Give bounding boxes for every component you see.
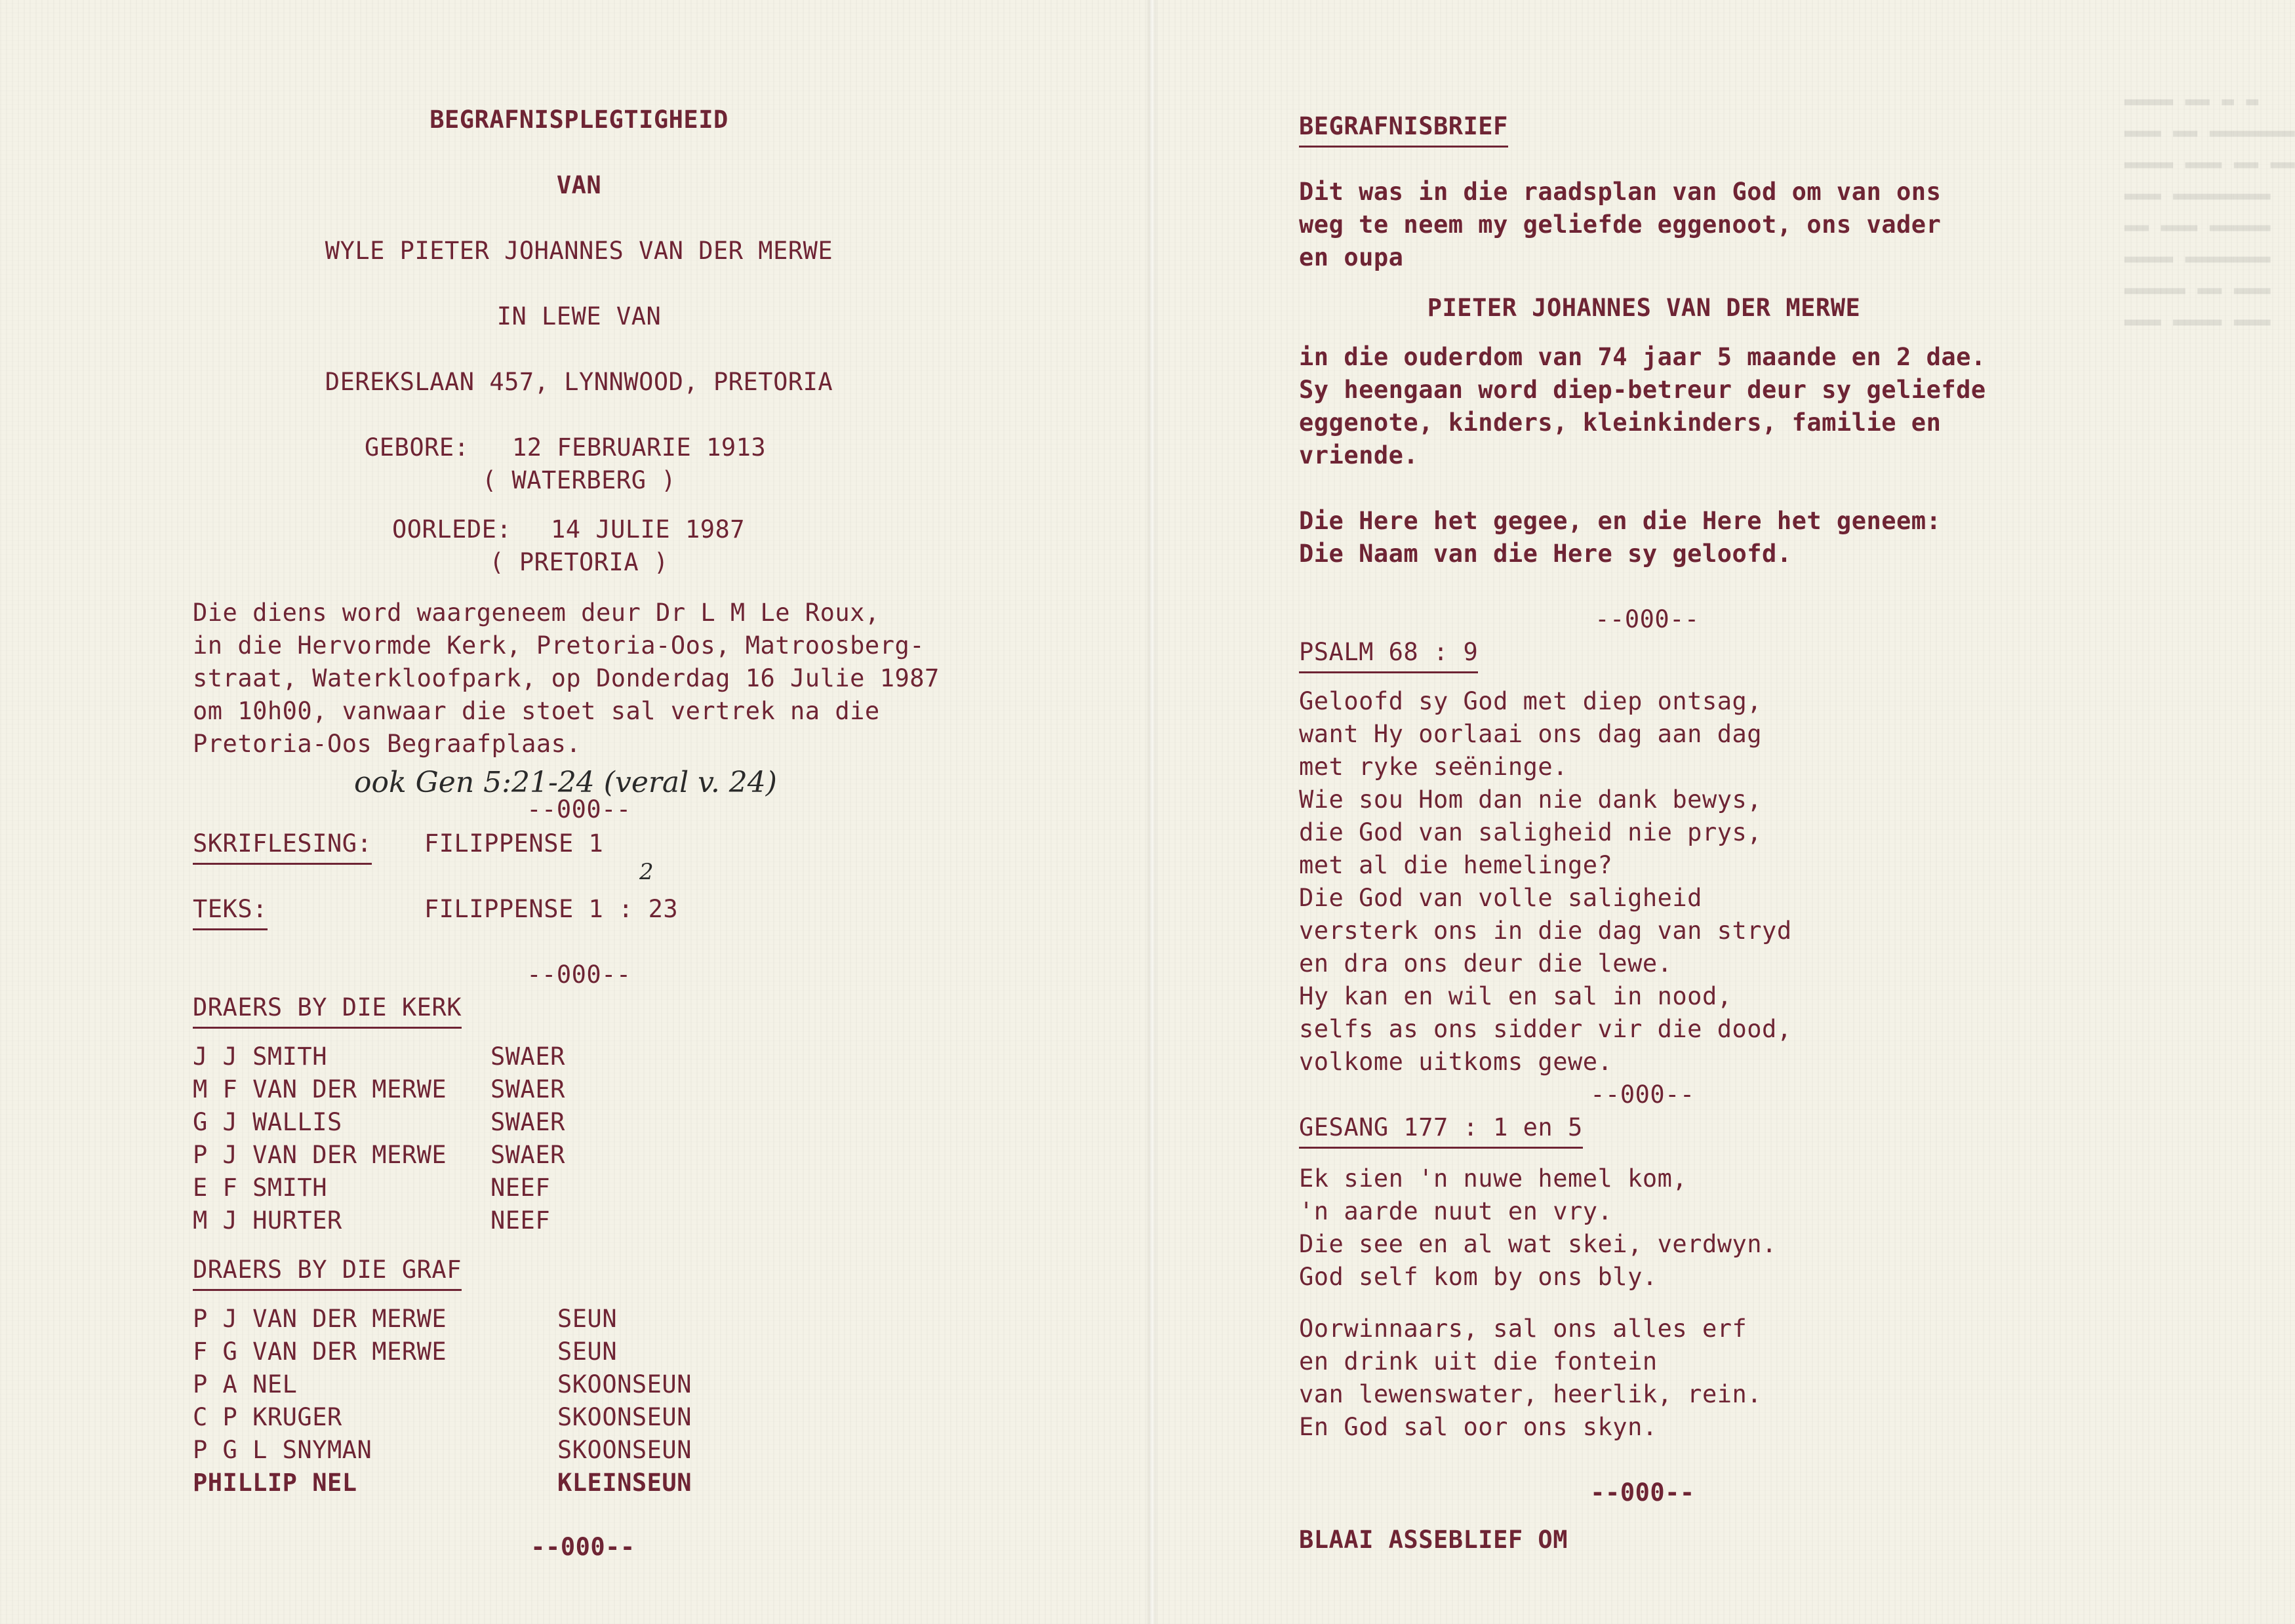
divider: --000-- bbox=[527, 795, 631, 823]
divider: --000-- bbox=[1595, 605, 1700, 633]
text-value: FILIPPENSE 1 : 23 bbox=[424, 895, 679, 923]
bearer-relation: KLEINSEUN bbox=[557, 1469, 692, 1497]
gesang-line: van lewenswater, heerlik, rein. bbox=[1299, 1380, 1763, 1408]
psalm-line: die God van saligheid nie prys, bbox=[1299, 818, 1763, 846]
psalm-line: selfs as ons sidder vir die dood, bbox=[1299, 1015, 1792, 1043]
address: DEREKSLAAN 457, LYNNWOOD, PRETORIA bbox=[325, 368, 833, 396]
bearer-relation: SWAER bbox=[490, 1042, 565, 1071]
handwritten-note: ook Gen 5:21-24 (veral v. 24) bbox=[354, 766, 777, 799]
died-place: ( PRETORIA ) bbox=[489, 548, 669, 576]
text-label: TEKS: bbox=[193, 893, 268, 930]
bearer-name: M F VAN DER MERWE bbox=[193, 1075, 447, 1103]
bearer-relation: SEUN bbox=[557, 1305, 618, 1333]
deceased-name: WYLE PIETER JOHANNES VAN DER MERWE bbox=[325, 237, 833, 265]
deceased-name-right: PIETER JOHANNES VAN DER MERWE bbox=[1427, 294, 1861, 322]
psalm-line: met al die hemelinge? bbox=[1299, 851, 1613, 879]
bearer-name: P J VAN DER MERWE bbox=[193, 1141, 447, 1169]
service-line: Pretoria-Oos Begraafplaas. bbox=[193, 730, 582, 758]
bearer-relation: NEEF bbox=[490, 1206, 551, 1235]
grave-bearers-heading: DRAERS BY DIE GRAF bbox=[193, 1254, 462, 1291]
gesang-line: Oorwinnaars, sal ons alles erf bbox=[1299, 1315, 1747, 1343]
intro-line: weg te neem my geliefde eggenoot, ons vader bbox=[1299, 210, 1942, 239]
bearer-relation: NEEF bbox=[490, 1174, 551, 1202]
bearer-name: C P KRUGER bbox=[193, 1403, 342, 1431]
psalm-line: en dra ons deur die lewe. bbox=[1299, 949, 1673, 978]
bearer-name: G J WALLIS bbox=[193, 1108, 342, 1136]
born-date: 12 FEBRUARIE 1913 bbox=[512, 433, 767, 462]
in-lewe-van: IN LEWE VAN bbox=[496, 302, 662, 330]
bearer-name: M J HURTER bbox=[193, 1206, 342, 1235]
psalm-line: Geloofd sy God met diep ontsag, bbox=[1299, 687, 1763, 715]
page-turn-note: BLAAI ASSEBLIEF OM bbox=[1299, 1526, 1568, 1554]
psalm-line: met ryke seëninge. bbox=[1299, 753, 1568, 781]
scripture-value: FILIPPENSE 1 bbox=[424, 829, 604, 858]
intro-line: en oupa bbox=[1299, 243, 1404, 271]
handwritten-correction: 2 bbox=[639, 859, 654, 885]
psalm-line: Wie sou Hom dan nie dank bewys, bbox=[1299, 785, 1763, 814]
bearer-relation: SKOONSEUN bbox=[557, 1436, 692, 1464]
psalm-line: versterk ons in die dag van stryd bbox=[1299, 917, 1792, 945]
gesang-line: Die see en al wat skei, verdwyn. bbox=[1299, 1230, 1777, 1258]
bearer-relation: SWAER bbox=[490, 1075, 565, 1103]
bearer-relation: SKOONSEUN bbox=[557, 1370, 692, 1398]
gesang-line: God self kom by ons bly. bbox=[1299, 1263, 1658, 1291]
bearer-relation: SKOONSEUN bbox=[557, 1403, 692, 1431]
service-line: in die Hervormde Kerk, Pretoria-Oos, Matroosberg- bbox=[193, 631, 925, 660]
gesang-heading: GESANG 177 : 1 en 5 bbox=[1299, 1111, 1583, 1149]
van-line: VAN bbox=[556, 171, 602, 199]
gesang-line: En God sal oor ons skyn. bbox=[1299, 1413, 1658, 1441]
para-line: eggenote, kinders, kleinkinders, familie en bbox=[1299, 408, 1942, 437]
bearer-name: P G L SNYMAN bbox=[193, 1436, 372, 1464]
bearer-name: J J SMITH bbox=[193, 1042, 327, 1071]
document-title: BEGRAFNISPLEGTIGHEID bbox=[429, 106, 728, 134]
para-line: Sy heengaan word diep-betreur deur sy geliefde bbox=[1299, 376, 1986, 404]
intro-line: Dit was in die raadsplan van God om van ons bbox=[1299, 178, 1942, 206]
service-line: Die diens word waargeneem deur Dr L M Le Roux, bbox=[193, 599, 880, 627]
died-date: 14 JULIE 1987 bbox=[551, 515, 746, 544]
divider: --000-- bbox=[530, 1533, 635, 1561]
service-line: om 10h00, vanwaar die stoet sal vertrek na die bbox=[193, 697, 880, 725]
verse-line: Die Naam van die Here sy geloofd. bbox=[1299, 540, 1792, 568]
divider: --000-- bbox=[1590, 1478, 1695, 1507]
gesang-line: en drink uit die fontein bbox=[1299, 1347, 1658, 1376]
para-line: vriende. bbox=[1299, 441, 1419, 469]
letter-heading: BEGRAFNISBRIEF bbox=[1299, 110, 1508, 148]
psalm-line: want Hy oorlaai ons dag aan dag bbox=[1299, 720, 1763, 748]
bearer-name: PHILLIP NEL bbox=[193, 1469, 357, 1497]
para-line: in die ouderdom van 74 jaar 5 maande en 2 dae. bbox=[1299, 343, 1986, 371]
divider: --000-- bbox=[1590, 1080, 1695, 1109]
bearer-name: F G VAN DER MERWE bbox=[193, 1337, 447, 1366]
gesang-line: 'n aarde nuut en vry. bbox=[1299, 1197, 1613, 1225]
gesang-line: Ek sien 'n nuwe hemel kom, bbox=[1299, 1164, 1688, 1193]
page-fold bbox=[1146, 0, 1158, 1624]
died-label: OORLEDE: bbox=[392, 515, 512, 544]
born-label: GEBORE: bbox=[365, 433, 469, 462]
bearer-relation: SWAER bbox=[490, 1108, 565, 1136]
bearer-name: P A NEL bbox=[193, 1370, 298, 1398]
bearer-relation: SWAER bbox=[490, 1141, 565, 1169]
psalm-line: Hy kan en wil en sal in nood, bbox=[1299, 982, 1732, 1010]
bearer-relation: SEUN bbox=[557, 1337, 618, 1366]
service-line: straat, Waterkloofpark, op Donderdag 16 Julie 1987 bbox=[193, 664, 940, 692]
bearer-name: E F SMITH bbox=[193, 1174, 327, 1202]
show-through-text: ▂▂▂▂ ▂▂ ▂ ▂ ▂▂▂ ▂▂ ▂▂▂▂▂▂▂ ▂▂▂▂ ▂▂▂ ▂▂ ▂▂ ▂▂▂ ▂▂▂▂▂▂▂▂ ▂▂ ▂▂▂ ▂▂▂▂▂ ▂▂▂▂ ▂▂▂▂▂▂▂ ▂▂▂▂▂ ▂▂ ▂▂▂ ▂▂▂ ▂▂▂▂ ▂▂▂ bbox=[2125, 83, 2295, 326]
psalm-line: volkome uitkoms gewe. bbox=[1299, 1048, 1613, 1076]
verse-line: Die Here het gegee, en die Here het geneem: bbox=[1299, 507, 1942, 535]
born-place: ( WATERBERG ) bbox=[481, 466, 677, 494]
psalm-line: Die God van volle saligheid bbox=[1299, 884, 1702, 912]
church-bearers-heading: DRAERS BY DIE KERK bbox=[193, 991, 462, 1029]
psalm-heading: PSALM 68 : 9 bbox=[1299, 636, 1478, 673]
divider: --000-- bbox=[527, 961, 631, 989]
bearer-name: P J VAN DER MERWE bbox=[193, 1305, 447, 1333]
scripture-label: SKRIFLESING: bbox=[193, 827, 372, 865]
